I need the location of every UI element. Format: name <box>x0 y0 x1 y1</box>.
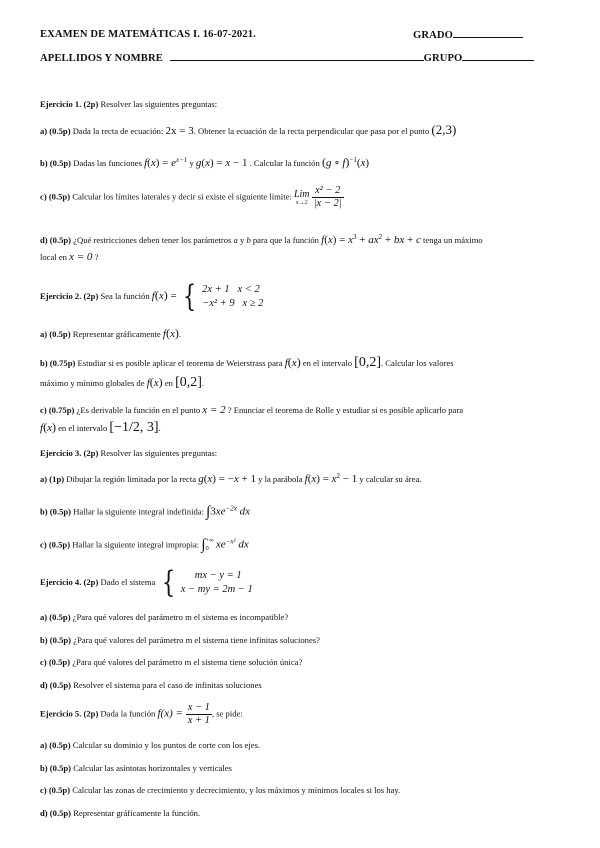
ex4-b: b) (0.5p) ¿Para qué valores del parámetro m el sistema tiene infinitas soluciones? <box>40 635 320 645</box>
ex4-brace: { <box>161 565 175 600</box>
ex5-b: b) (0.5p) Calcular las asíntotas horizontales y verticales <box>40 763 232 773</box>
improper-integral-sign-icon: ∫ <box>201 537 206 553</box>
ex2-b-line2: máximo y mínimo globales de f(x) en [0,2]. <box>40 375 205 390</box>
grado-field: GRADO <box>413 28 523 42</box>
ex1-c-fraction: $\frac{\text{x² − 2}}{|x - 2|}$ <box>313 185 342 210</box>
ex3-a: a) (1p) Dibujar la región limitada por la recta g(x) = −x + 1 y la parábola $f(x) = x^2 - 1$ y calcular su área. <box>40 472 422 485</box>
ex4-heading: Ejercicio 4. (2p) Dado el sistema { mx − y = 1 x − my = 2m − 1 <box>40 565 253 600</box>
ex4-c: c) (0.5p) ¿Para qué valores del parámetro m el sistema tiene solución única? <box>40 657 303 667</box>
ex1-heading: Ejercicio 1. (2p) Resolver las siguientes preguntas: <box>40 99 218 109</box>
ex4-d: d) (0.5p) Resolver el sistema para el caso de infinitas soluciones <box>40 680 262 690</box>
ex2-brace: { <box>182 279 197 314</box>
integral-sign-icon: ∫ <box>206 504 211 520</box>
ex2-c: c) (0.75p) ¿Es derivable la función en el punto x = 2 ? Enunciar el teorema de Rolle y estudiar si es posible aplicarlo para <box>40 404 464 416</box>
ex1-a: a) (0.5p) Dada la recta de ecuación: 2x = 3. Obtener la ecuación de la recta perpendicular que pasa por el punto (2,3) <box>40 122 457 137</box>
grado-line <box>453 28 523 38</box>
ex3-heading: Ejercicio 3. (2p) Resolver las siguientes preguntas: <box>40 448 218 458</box>
ex2-a: a) (0.5p) Representar gráficamente f(x). <box>40 326 182 340</box>
ex1-d-line2: local en x = 0 ? <box>40 251 99 263</box>
ex1-c: c) (0.5p) Calcular los límites laterales y decir si existe el siguiente límite: Lim x→2 $\frac{\text{x² − 2}}{|x - 2|}$ <box>40 185 342 210</box>
ex5-d: d) (0.5p) Representar gráficamente la función. <box>40 808 201 818</box>
ex5-fraction: $\frac{x - 1}{x + 1}$ <box>187 702 210 727</box>
ex1-c-limit: Lim x→2 <box>293 188 310 206</box>
ex5-c: c) (0.5p) Calcular las zonas de crecimiento y decrecimiento, y los máximos y mínimos locales si los hay. <box>40 785 401 795</box>
name-line <box>170 51 424 61</box>
ex2-heading: Ejercicio 2. (2p) Sea la función f(x) = { 2x + 1 x < 2 −x² + 9 x ≥ 2 <box>40 279 264 314</box>
exam-title: EXAMEN DE MATEMÁTICAS I. 16-07-2021. <box>40 29 256 40</box>
ex2-c-line2: f(x) en el intervalo [−1/2, 3]. <box>40 420 161 435</box>
ex1-d: d) (0.5p) ¿Qué restricciones deben tener los parámetros a y b para que la función $f(x) = x^3 + ax^2$ + bx + c tenga un máximo <box>40 233 483 246</box>
ex2-piecewise: 2x + 1 x < 2 −x² + 9 x ≥ 2 <box>202 283 264 309</box>
ex1-b-f-function: f <box>144 157 148 169</box>
ex1-b: b) (0.5p) Dadas las funciones $f(x) = e^{x-1}$ y g(x) = x − 1 . Calcular la función (g ∘ f)$^{-1}$(x) <box>40 155 370 169</box>
ex3-c: c) (0.5p) Hallar la siguiente integral impropia: ∫ +∞ 0 $xe^{-x^2}$ dx <box>40 536 249 553</box>
name-field: APELLIDOS Y NOMBRE GRUPO <box>40 51 534 65</box>
ex3-b: b) (0.5p) Hallar la siguiente integral indefinida: $\int 3xe^{-2x}$ dx <box>40 504 250 520</box>
ex4-a: a) (0.5p) ¿Para qué valores del parámetro m el sistema es incompatible? <box>40 612 289 622</box>
ex5-heading: Ejercicio 5. (2p) Dada la función f(x) = $\frac{x - 1}{x + 1}$ , se pide: <box>40 702 243 727</box>
ex2-b: b) (0.75p) Estudiar si es posible aplicar el teorema de Weierstrass para f(x) en el intervalo [0,2]. Calcular los valores <box>40 355 454 370</box>
grupo-line <box>462 51 534 61</box>
ex5-a: a) (0.5p) Calcular su dominio y los puntos de corte con los ejes. <box>40 740 261 750</box>
ex4-system: mx − y = 1 x − my = 2m − 1 <box>180 569 253 595</box>
